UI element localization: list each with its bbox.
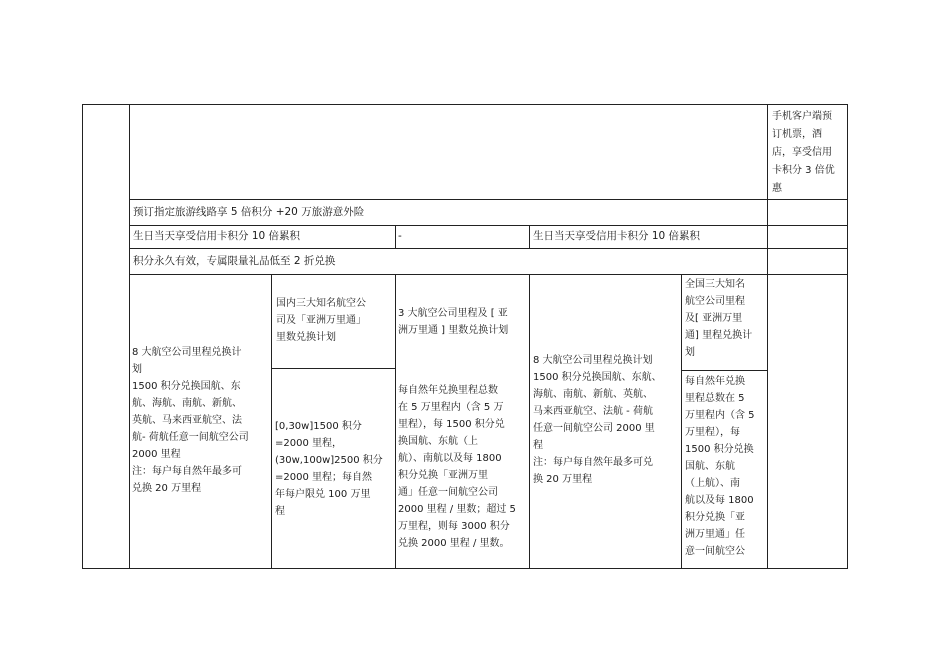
miles-plan-col3-header: 3 大航空公司里程及 [ 亚 洲万里通 ] 里数兑换计划	[398, 308, 509, 336]
birthday-divider-2	[529, 225, 530, 248]
miles-divider-2	[395, 274, 396, 569]
miles-divider-4	[681, 274, 682, 569]
row-line-3	[129, 248, 848, 249]
miles-plan-col4: 8 大航空公司里程兑换计划 1500 积分兑换国航、东航、 海航、南航、新航、英航、 马来西亚航空、法航 - 荷航 任意一间航空公司 2000 里 程 注：每户每自然年最多可兑 换 20 万里程	[533, 355, 662, 485]
table-divider-right	[767, 104, 768, 569]
miles-plan-col5-header: 全国三大知名 航空公司里程 及[ 亚洲万里 通] 里程兑换计 划	[685, 279, 753, 358]
header-line-col2	[271, 368, 395, 369]
miles-plan-col5-body: 每自然年兑换 里程总数在 5 万里程内（含 5 万里程），每 1500 积分兑换 国航、东航 （上航）、南 航以及每 1800 积分兑换「亚 洲万里通」任 意一间航空公	[685, 376, 755, 557]
birthday-benefit-right: 生日当天享受信用卡积分 10 倍累积	[533, 230, 701, 242]
birthday-benefit-middle: -	[398, 230, 402, 242]
table-border-right	[847, 104, 848, 569]
row-line-1	[129, 199, 848, 200]
birthday-benefit-left: 生日当天享受信用卡积分 10 倍累积	[133, 230, 301, 242]
miles-plan-col3-body: 每自然年兑换里程总数 在 5 万里程内（含 5 万 里程），每 1500 积分兑 换国航、东航（上 航）、南航以及每 1800 积分兑换「亚洲万里 通」任意一间航空公司 2000 里程 / 里数；超过 5 万里程，则每 3000 积分 兑换 2000 里程 / 里数。	[398, 385, 516, 549]
table-divider-main	[129, 104, 130, 569]
miles-divider-1	[271, 274, 272, 569]
birthday-divider-1	[395, 225, 396, 248]
miles-plan-col2-header: 国内三大知名航空公 司及「亚洲万里通」 里数兑换计划	[276, 298, 366, 343]
row-line-4	[129, 274, 848, 275]
points-validity-benefit: 积分永久有效，专属限量礼品低至 2 折兑换	[133, 255, 336, 267]
mobile-booking-note: 手机客户端预 订机票，酒 店，享受信用 卡积分 3 倍优 惠	[772, 111, 835, 194]
miles-divider-3	[529, 274, 530, 569]
miles-plan-col2-body: [0,30w]1500 积分 =2000 里程， (30w,100w]2500 积分 =2000 里程；每自然 年每户限兑 100 万里 程	[275, 421, 383, 517]
row-line-2	[129, 225, 848, 226]
header-line-col5	[681, 370, 767, 371]
travel-insurance-benefit: 预订指定旅游线路享 5 倍积分 +20 万旅游意外险	[133, 206, 365, 218]
table-border-bottom	[82, 568, 848, 569]
table-border-left	[82, 104, 83, 569]
miles-plan-col1: 8 大航空公司里程兑换计 划 1500 积分兑换国航、东 航、海航、南航、新航、 英航、马来西亚航空、法 航- 荷航任意一间航空公司 2000 里程 注：每户每自然年最多可 兑换 20 万里程	[132, 347, 249, 494]
table-border-top	[82, 104, 848, 105]
